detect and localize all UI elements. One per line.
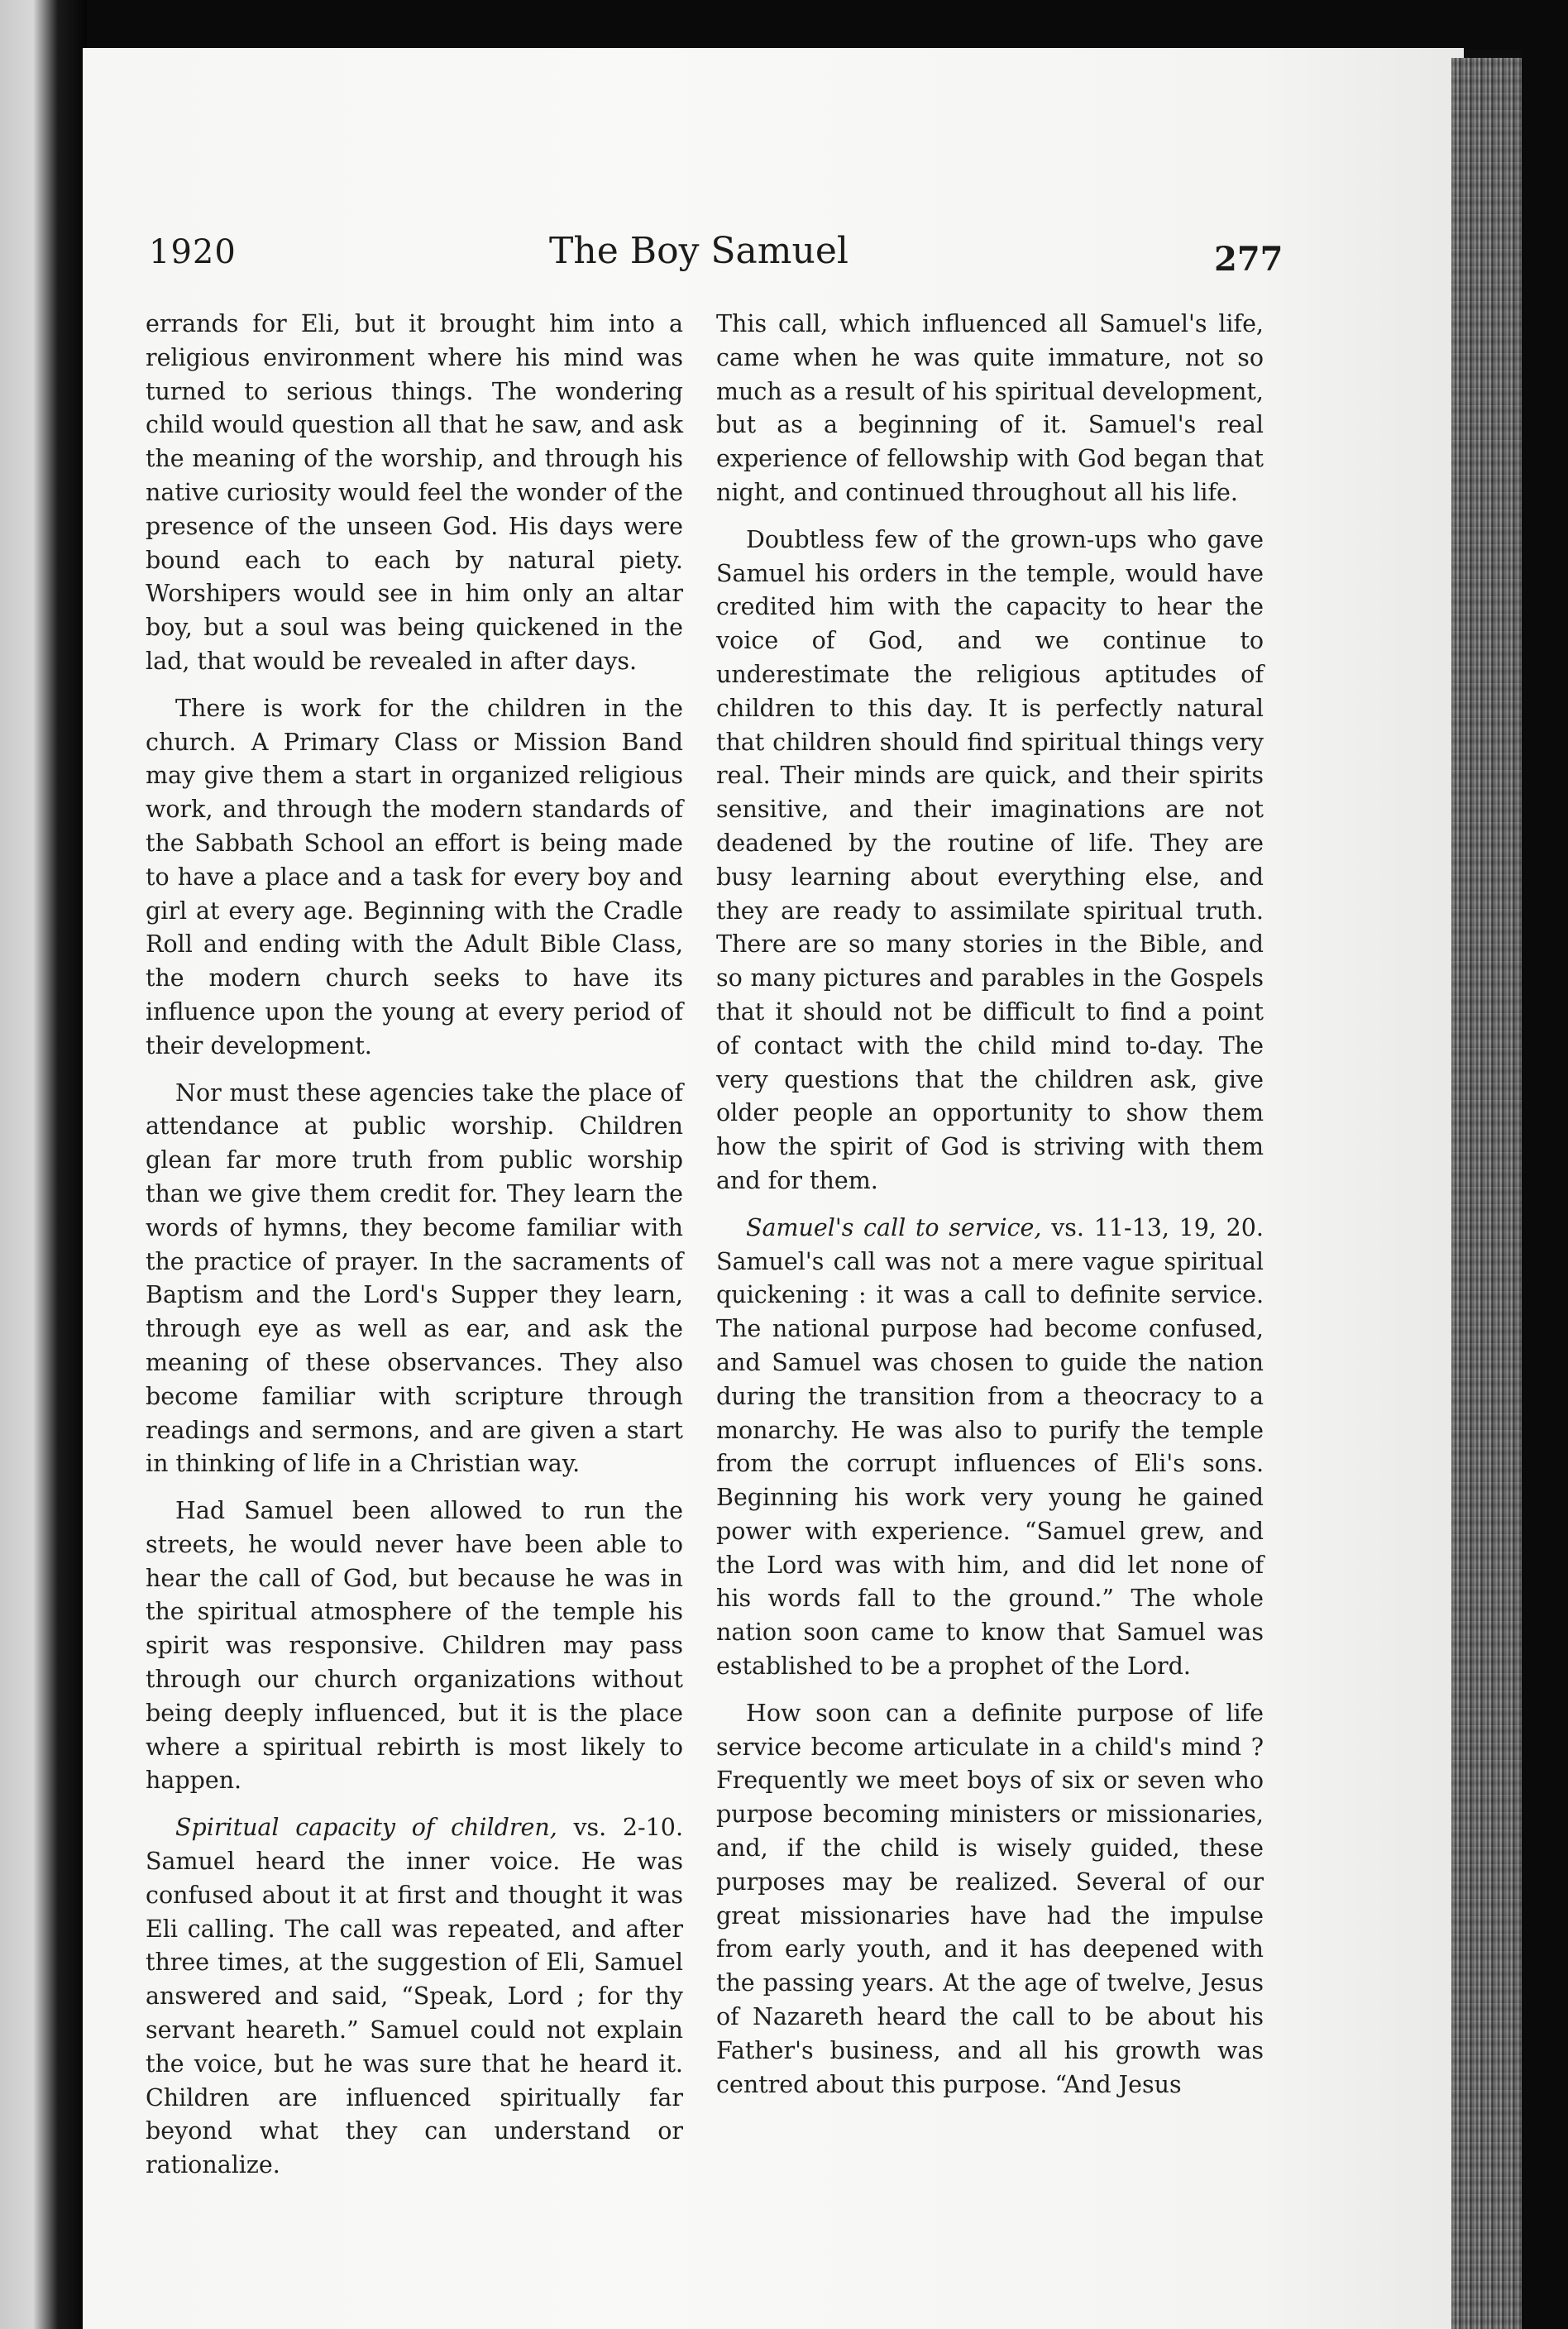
- page-number: 277: [1214, 240, 1284, 279]
- paragraph-text: vs. 11-13, 19, 20. Samuel's call was not a mere vague spiritual quickening : it was a call to definite service. The national purpose had become confused, and Samuel was chosen to guide the nation during the transition from a theocracy to a monarchy. He was also to purify the temple from the corrupt influences of Eli's sons. Beginning his work very young he gained power with experience. “Samuel grew, and the Lord was with him, and did let none of his words fall to the ground.” The whole nation soon came to know that Samuel was established to be a prophet of the Lord.: [716, 1213, 1264, 1681]
- paragraph-text: vs. 2-10. Samuel heard the inner voice. He was confused about it at first and thought it was Eli calling. The call was repeated, and after three times, at the suggestion of Eli, Samuel answered and said, “Speak, Lord ; for thy servant heareth.” Samuel could not explain the voice, but he was sure that he heard it. Children are influenced spiritually far beyond what they can understand or rationalize.: [146, 1814, 683, 2179]
- paragraph-text: Had Samuel been allowed to run the streets, he would never have been able to hear the call of God, but because he was in the spiritual atmosphere of the temple his spirit was responsive. Children may pass through our church organizations without being deeply influenced, but it is the place where a spiritual rebirth is most likely to happen.: [146, 1497, 683, 1795]
- page-edges-texture: [1451, 58, 1522, 2329]
- paragraph-text: This call, which influenced all Samuel's life, came when he was quite immature, not so much as a result of his spiritual development, but as a beginning of it. Samuel's real experience of fellowship with God began that night, and continued throughout all his life.: [716, 310, 1264, 506]
- paragraph-text: Doubtless few of the grown-ups who gave Samuel his orders in the temple, would have credited him with the capacity to hear the voice of God, and we continue to underestimate the religious aptitudes of children to this day. It is perfectly natural that children should find spiritual things very real. Their minds are quick, and their spirits sensitive, and their imaginations are not deadened by the routine of life. They are busy learning about everything else, and they are ready to assimilate spiritual truth. There are so many stories in the Bible, and so many pictures and parables in the Gospels that it should not be difficult to find a point of contact with the child mind to-day. The very questions that the children ask, give older people an opportunity to show them how the spirit of God is striving with them and for them.: [716, 525, 1264, 1194]
- paragraph: [146, 1494, 683, 1798]
- left-text-column: [146, 308, 683, 2196]
- paragraph-text: There is work for the children in the church. A Primary Class or Mission Band may give them a start in organized religious work, and through the modern standards of the Sabbath School an effort is being made to have a place and a task for every boy and girl at every age. Beginning with the Cradle Roll and ending with the Adult Bible Class, the modern church seeks to have its influence upon the young at every period of their development.: [146, 694, 683, 1059]
- paragraph-text: How soon can a definite purpose of life service become articulate in a child's mind ? Frequently we meet boys of six or seven who purpose becoming ministers or missionaries, and, if the child is wisely guided, these purposes may be realized. Several of our great missionaries have had the impulse from early youth, and it has deepened with the passing years. At the age of twelve, Jesus of Nazareth heard the call to be about his Father's business, and all his growth was centred about this purpose. “And Jesus: [716, 1699, 1264, 2098]
- paragraph: [146, 308, 683, 679]
- paragraph: [716, 524, 1264, 1198]
- paragraph: [716, 1697, 1264, 2102]
- header-year: 1920: [149, 233, 237, 271]
- section-lead: Spiritual capacity of children,: [175, 1814, 557, 1842]
- paragraph: [146, 692, 683, 1064]
- film-border-top: [0, 0, 1568, 50]
- right-text-column: [716, 308, 1264, 2115]
- paragraph: [716, 1212, 1264, 1684]
- paragraph: [146, 1811, 683, 2183]
- film-border-right: [1522, 0, 1568, 2329]
- paragraph-text: Nor must these agencies take the place of attendance at public worship. Children glean far more truth from public worship than we give them credit for. They learn the words of hymns, they become familiar with the practice of prayer. In the sacraments of Baptism and the Lord's Supper they learn, through eye as well as ear, and ask the meaning of these observances. They also become familiar with scripture through readings and sermons, and are given a start in thinking of life in a Christian way.: [146, 1078, 683, 1478]
- book-gutter: [0, 0, 87, 2329]
- paragraph: [146, 1077, 683, 1482]
- section-lead: Samuel's call to service,: [746, 1213, 1042, 1241]
- paragraph: [716, 308, 1264, 510]
- paragraph-text: errands for Eli, but it brought him into a religious environment where his mind was turned to serious things. The wondering child would question all that he saw, and ask the meaning of the worship, and through his native curiosity would feel the wonder of the presence of the unseen God. His days were bound each to each by natural piety. Worshipers would see in him only an altar boy, but a soul was being quickened in the lad, that would be revealed in after days.: [146, 310, 683, 675]
- running-title: The Boy Samuel: [549, 230, 849, 272]
